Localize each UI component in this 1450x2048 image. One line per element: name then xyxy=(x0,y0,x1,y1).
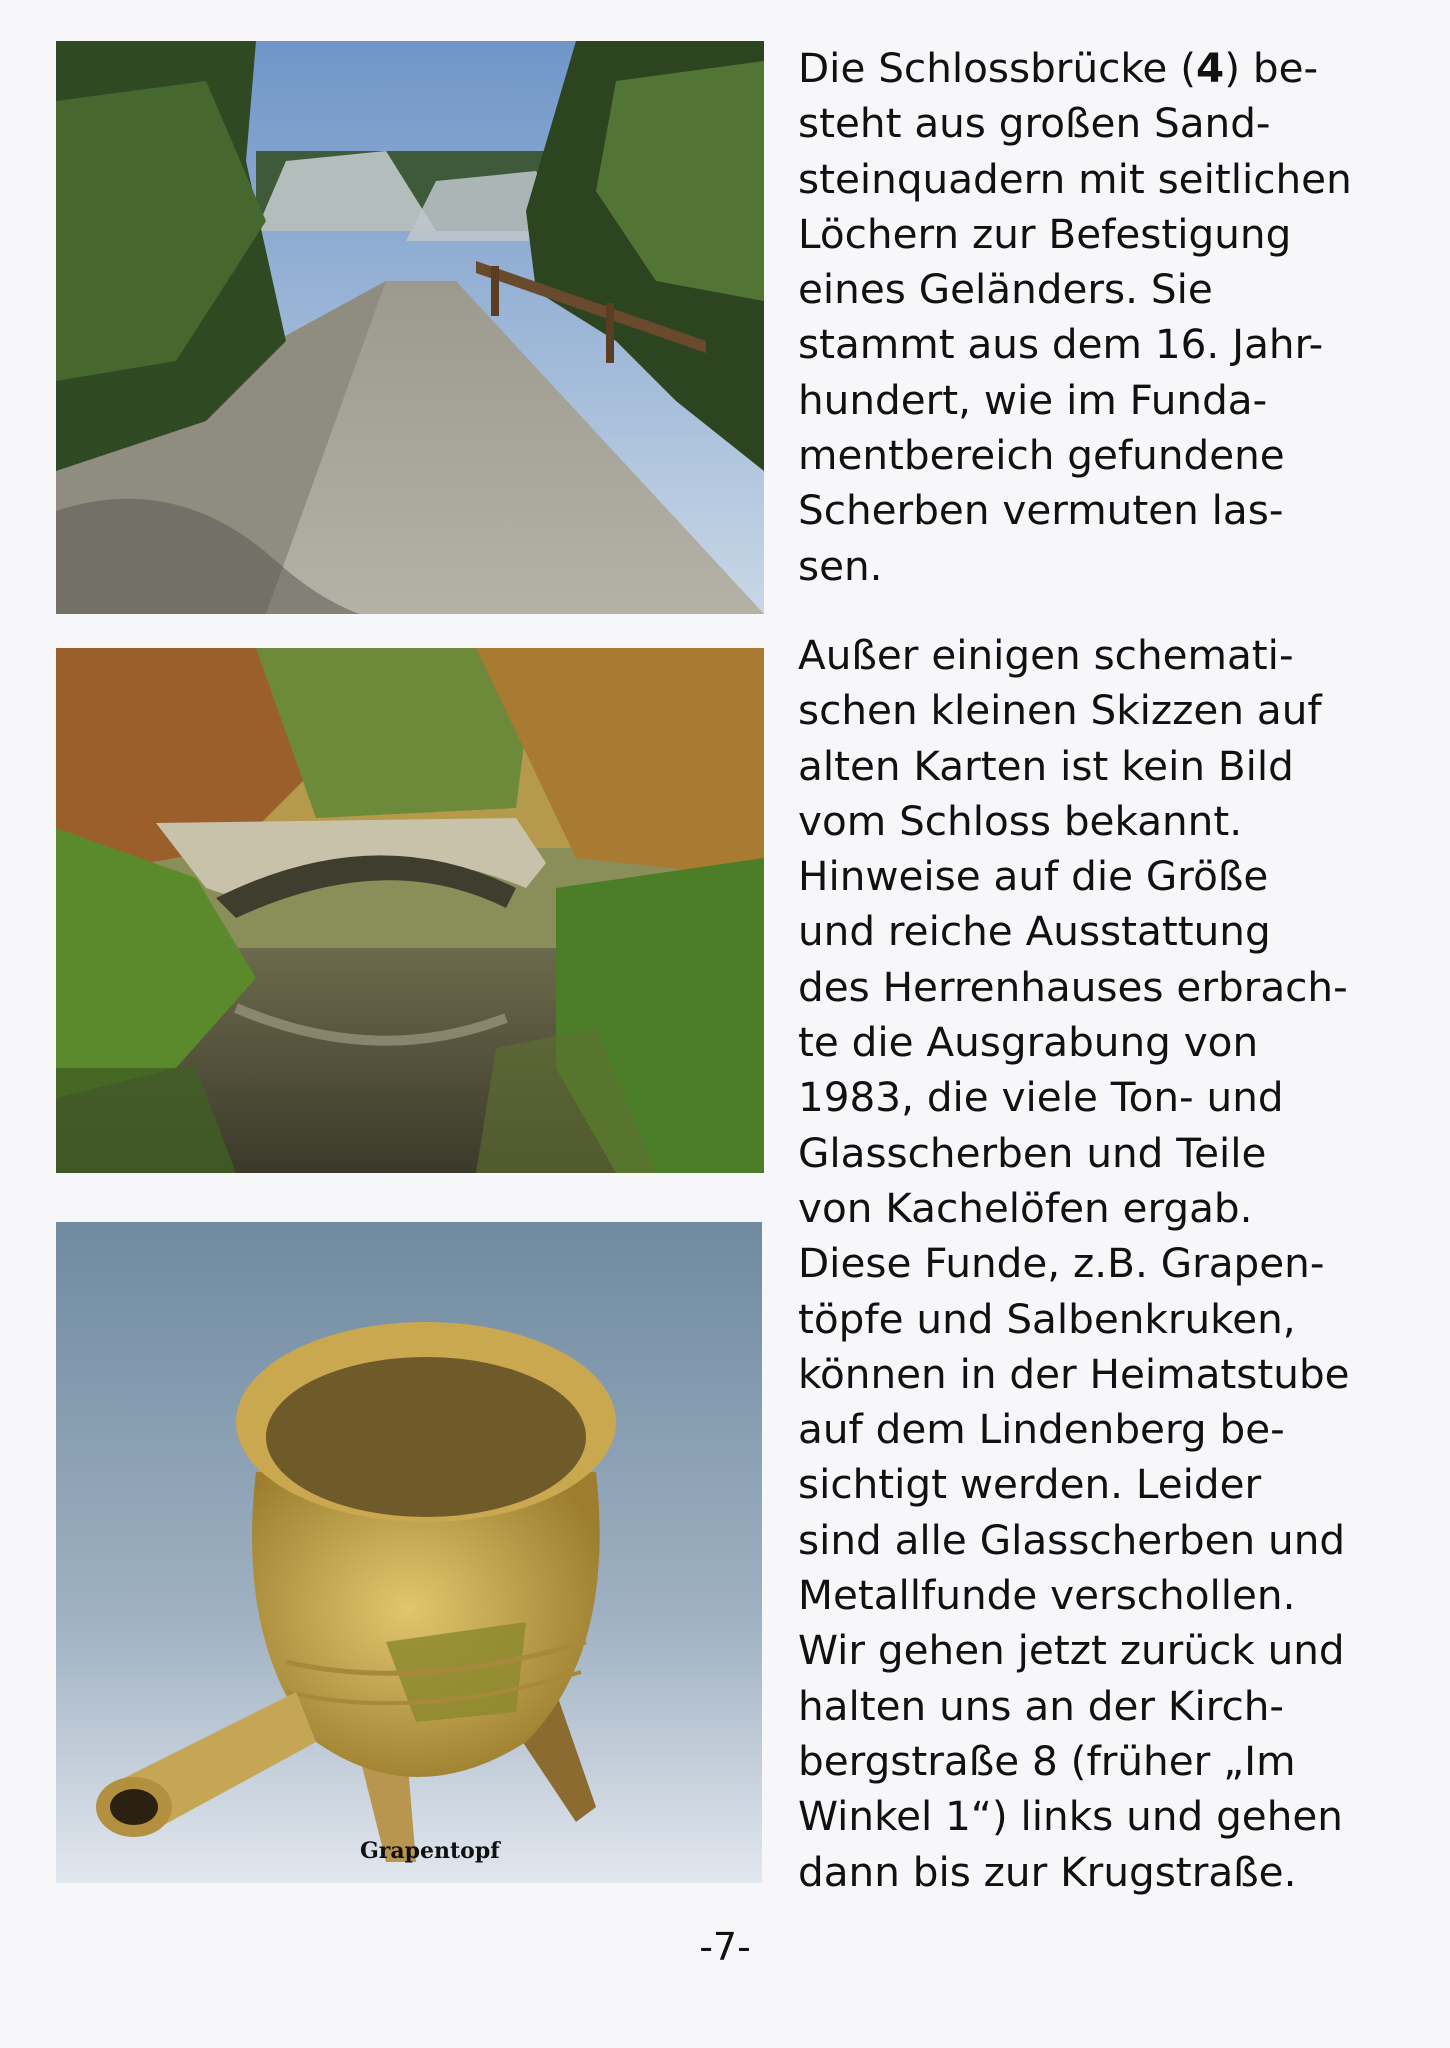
text-line: sind alle Glasscherben und xyxy=(798,1515,1346,1564)
text-line: Diese Funde, z.B. Grapen- xyxy=(798,1239,1325,1288)
text-line: steinquadern mit seitlichen xyxy=(798,154,1352,203)
photo-grapentopf xyxy=(56,1222,762,1883)
text-line: Löchern zur Befestigung xyxy=(798,209,1292,258)
text-line: Die Schlossbrücke (4) be- xyxy=(798,44,1319,92)
text-line: dann bis zur Krugstraße. xyxy=(798,1847,1297,1896)
text-line: auf dem Lindenberg be- xyxy=(798,1405,1285,1454)
text-line: halten uns an der Kirch- xyxy=(798,1681,1285,1730)
text-line: te die Ausgrabung von xyxy=(798,1018,1259,1067)
text-line: Glasscherben und Teile xyxy=(798,1128,1267,1177)
text-line: hundert, wie im Funda- xyxy=(798,375,1268,424)
text-line: mentbereich gefundene xyxy=(798,431,1285,480)
text-line: Winkel 1“) links und gehen xyxy=(798,1792,1343,1841)
paragraph-ausgrabung xyxy=(798,628,1438,1900)
paragraph-schlossbruecke xyxy=(798,41,1438,594)
page-number: -7- xyxy=(699,1925,751,1969)
text-line: alten Karten ist kein Bild xyxy=(798,741,1294,790)
text-line: 1983, die viele Ton- und xyxy=(798,1073,1284,1122)
text-line: Metallfunde verschollen. xyxy=(798,1571,1296,1620)
text-line: bergstraße 8 (früher „Im xyxy=(798,1736,1296,1785)
text-line: Scherben vermuten las- xyxy=(798,486,1284,535)
text-line: sen. xyxy=(798,541,883,590)
text-line: stammt aus dem 16. Jahr- xyxy=(798,320,1324,369)
photo-stone-bridge xyxy=(56,648,764,1173)
text-line: sichtigt werden. Leider xyxy=(798,1460,1262,1509)
text-line: von Kachelöfen ergab. xyxy=(798,1183,1253,1232)
text-line: Außer einigen schemati- xyxy=(798,631,1294,679)
text-line: Wir gehen jetzt zurück und xyxy=(798,1626,1345,1675)
text-line: können in der Heimatstube xyxy=(798,1349,1350,1398)
text-line: eines Geländers. Sie xyxy=(798,265,1213,314)
photo-road-greenhouses xyxy=(56,41,764,614)
reference-number: 4 xyxy=(1196,44,1225,92)
text-line: töpfe und Salbenkruken, xyxy=(798,1294,1296,1343)
text-line: vom Schloss bekannt. xyxy=(798,796,1243,845)
photo-caption: Grapentopf xyxy=(360,1838,500,1864)
text-line: Hinweise auf die Größe xyxy=(798,852,1269,901)
text-line: steht aus großen Sand- xyxy=(798,99,1271,148)
text-line: und reiche Ausstattung xyxy=(798,907,1271,956)
text-line: des Herrenhauses erbrach- xyxy=(798,962,1348,1011)
text-line: schen kleinen Skizzen auf xyxy=(798,686,1322,735)
